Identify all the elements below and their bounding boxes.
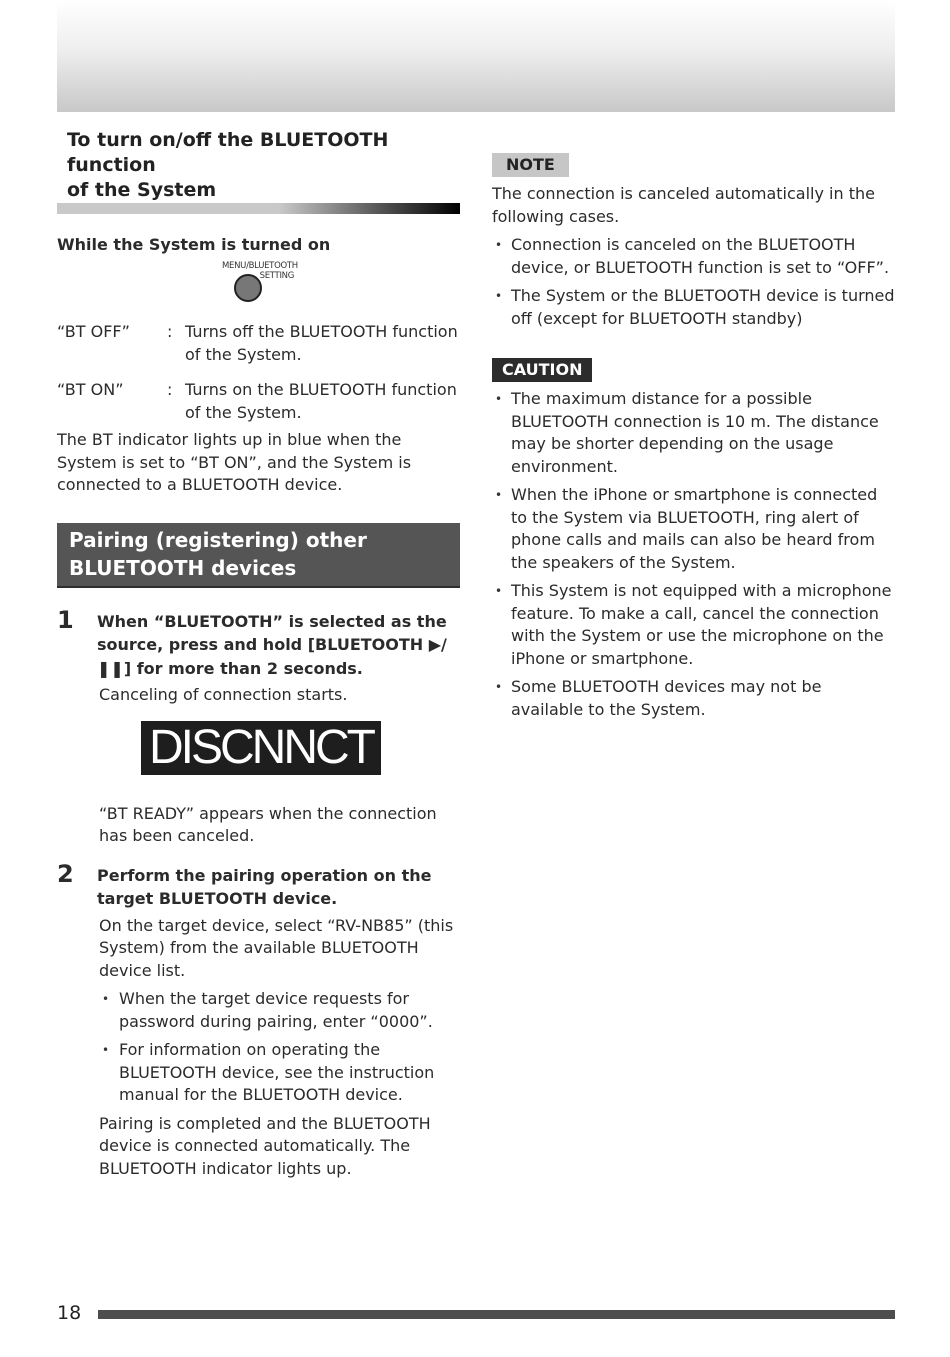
button-label-line1: MENU/BLUETOOTH (222, 261, 298, 271)
step-bullet-list (99, 988, 460, 1107)
list-item: • The maximum distance for a possible BLUETOOTH connection is 10 m. The distance may be shorter depending on the usage environment. (492, 388, 897, 478)
list-item: • The System or the BLUETOOTH device is turned off (except for BLUETOOTH standby) (492, 285, 897, 330)
banner-line1: Pairing (registering) other (69, 527, 367, 552)
definition-term: “BT OFF” (57, 322, 130, 341)
step-2 (57, 859, 460, 1181)
page-header-band (57, 0, 895, 112)
note-box (492, 153, 897, 330)
indicator-paragraph: The BT indicator lights up in blue when the System is set to “BT ON”, and the System is connected to a BLUETOOTH device. (57, 430, 412, 494)
footer-bar (98, 1310, 895, 1319)
section-title-line2: of the System (67, 179, 217, 201)
list-item: • Some BLUETOOTH devices may not be available to the System. (492, 676, 897, 721)
page-number: 18 (57, 1302, 82, 1324)
right-column (492, 153, 897, 721)
caution-box (492, 330, 897, 721)
step-body (97, 610, 460, 848)
list-item: • This System is not equipped with a microphone feature. To make a call, cancel the connection with the System or use the microphone on the iPhone or smartphone. (492, 580, 897, 670)
pairing-section-banner (57, 523, 460, 588)
list-item: • Connection is canceled on the BLUETOOTH device, or BLUETOOTH function is set to “OFF”. (492, 234, 897, 279)
banner-line2: BLUETOOTH devices (69, 555, 297, 580)
step-followup: Pairing is completed and the BLUETOOTH device is connected automatically. The BLUETOOTH indicator lights up. (99, 1113, 431, 1178)
menu-bluetooth-setting-button-figure (57, 260, 460, 308)
section-bluetooth-onoff (57, 128, 460, 497)
step-followup: “BT READY” appears when the connection has been canceled. (99, 803, 437, 845)
definition-bt-off (57, 320, 460, 366)
note-intro: The connection is canceled automatically in the following cases. (492, 184, 875, 226)
button-label-line2: SETTING (259, 271, 294, 281)
note-bullet-list (492, 234, 897, 330)
caution-bullet-list (492, 388, 897, 721)
step-number: 2 (57, 859, 74, 888)
title-underline (57, 203, 460, 214)
caution-label: CAUTION (492, 358, 592, 382)
left-column (57, 128, 460, 1180)
definition-description: Turns on the BLUETOOTH function of the System. (185, 380, 457, 422)
round-button-icon (234, 274, 262, 302)
step-text: On the target device, select “RV-NB85” (this System) from the available BLUETOOTH device list. (99, 915, 454, 980)
step-heading: Perform the pairing operation on the target BLUETOOTH device. (97, 865, 432, 908)
list-item: • When the iPhone or smartphone is connected to the System via BLUETOOTH, ring alert of phone calls and mails can also be heard from the speakers of the System. (492, 484, 897, 574)
list-item: • For information on operating the BLUETOOTH device, see the instruction manual for the BLUETOOTH device. (99, 1039, 460, 1107)
display-readout: DISCNNCT (141, 721, 381, 775)
step-heading: When “BLUETOOTH” is selected as the source, press and hold [BLUETOOTH ▶/❚❚] for more than 2 seconds. (97, 611, 447, 678)
definition-colon: : (167, 380, 173, 399)
step-text: Canceling of connection starts. (99, 685, 348, 704)
subheading: While the System is turned on (57, 235, 331, 254)
section-title-line1: To turn on/off the BLUETOOTH function (67, 129, 389, 176)
list-item: • When the target device requests for password during pairing, enter “0000”. (99, 988, 460, 1033)
section-title (67, 128, 460, 203)
step-body (97, 864, 460, 1181)
note-label: NOTE (492, 153, 569, 177)
step-number: 1 (57, 605, 74, 634)
step-1 (57, 605, 460, 848)
definition-colon: : (167, 322, 173, 341)
definition-description: Turns off the BLUETOOTH function of the System. (185, 322, 458, 364)
definition-term: “BT ON” (57, 380, 124, 399)
definition-bt-on (57, 378, 460, 424)
